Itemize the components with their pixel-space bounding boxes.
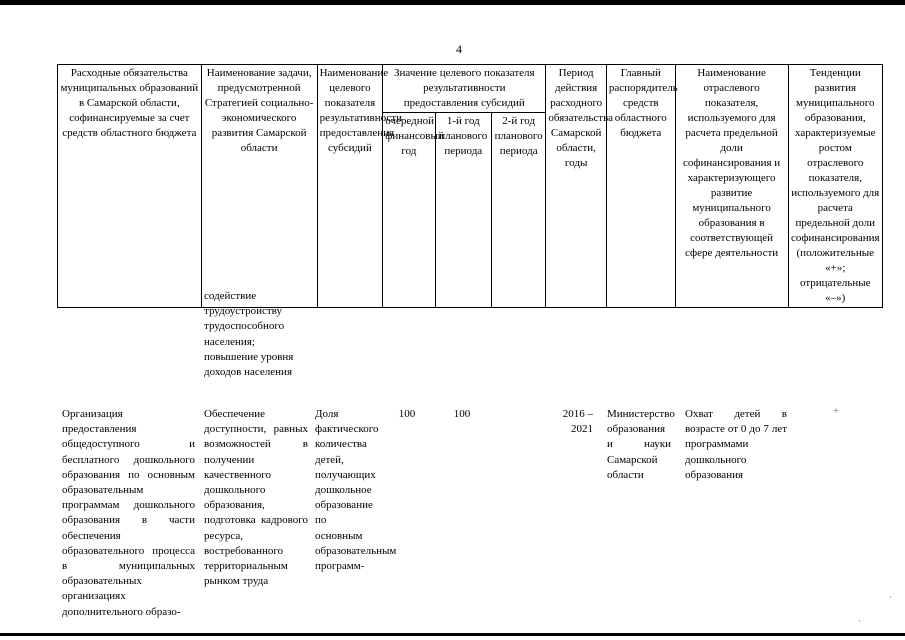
bottom-border xyxy=(0,633,905,636)
header-indicator-value-group: Значение целевого показателя результативности предоставления субсидий xyxy=(383,65,546,113)
row-period: 2016 – 2021 xyxy=(562,408,593,436)
continuation-task-text: содействие трудоустройству трудоспособного населения; повышение уровня доходов населения xyxy=(204,290,294,379)
top-border xyxy=(0,0,905,5)
header-indicator-name: Наименование целевого показателя результативности предоставления субсидий xyxy=(317,65,383,308)
row-plan-year1-value: 100 xyxy=(453,408,471,420)
header-next-year: очередной финансовый год xyxy=(383,113,435,308)
row-task: Обеспечение доступности, равных возможностей в получении качественного дошкольного образования, подготовка кадрового ресурса, востребованного территориальным рынком труда xyxy=(204,408,308,588)
header-period: Период действия расходного обязательства Самарской области, годы xyxy=(546,65,607,308)
row-obligation: Организация предоставления общедоступного и бесплатного дошкольного образования по основным образовательным программам дошкольного образования в части обеспечения образовательного процесса в муниципальных образовательных организациях дополнительного образо- xyxy=(62,408,195,618)
header-trend: Тенденции развития муниципального образования, характеризуемые ростом отраслевого показателя, используемого для расчета предельной доли софинансирования (положительные «+»; отрицательные «–») xyxy=(788,65,882,308)
scan-speck-1: · xyxy=(889,592,892,602)
row-indicator: Доля фактического количества детей, получающих дошкольное образование по основным образовательным программ- xyxy=(315,408,397,573)
header-sector-indicator: Наименование отраслевого показателя, используемого для расчета предельной доли софинансирования и характеризующего развитие муниципального образования в соответствующей сфере деятельности xyxy=(675,65,788,308)
header-obligations: Расходные обязательства муниципальных образований в Самарской области, софинансируемые за счет средств областного бюджета xyxy=(58,65,202,308)
page-number: 4 xyxy=(456,42,462,56)
scan-speck-2: · xyxy=(858,616,861,626)
row-manager: Министерство образования и науки Самарской области xyxy=(607,408,675,481)
row-sector-indicator: Охват детей в возрасте от 0 до 7 лет программами дошкольного образования xyxy=(685,408,787,481)
header-plan-year1: 1-й год планового периода xyxy=(435,113,491,308)
header-plan-year2: 2-й год планового периода xyxy=(492,113,546,308)
row-next-year-value: 100 xyxy=(398,408,416,420)
row-trend: + xyxy=(832,405,840,417)
header-manager: Главный распорядитель средств областного бюджета xyxy=(606,65,675,308)
header-table xyxy=(57,64,883,308)
header-task: Наименование задачи, предусмотренной Стратегией социально-экономического развития Самарской области xyxy=(201,65,317,308)
